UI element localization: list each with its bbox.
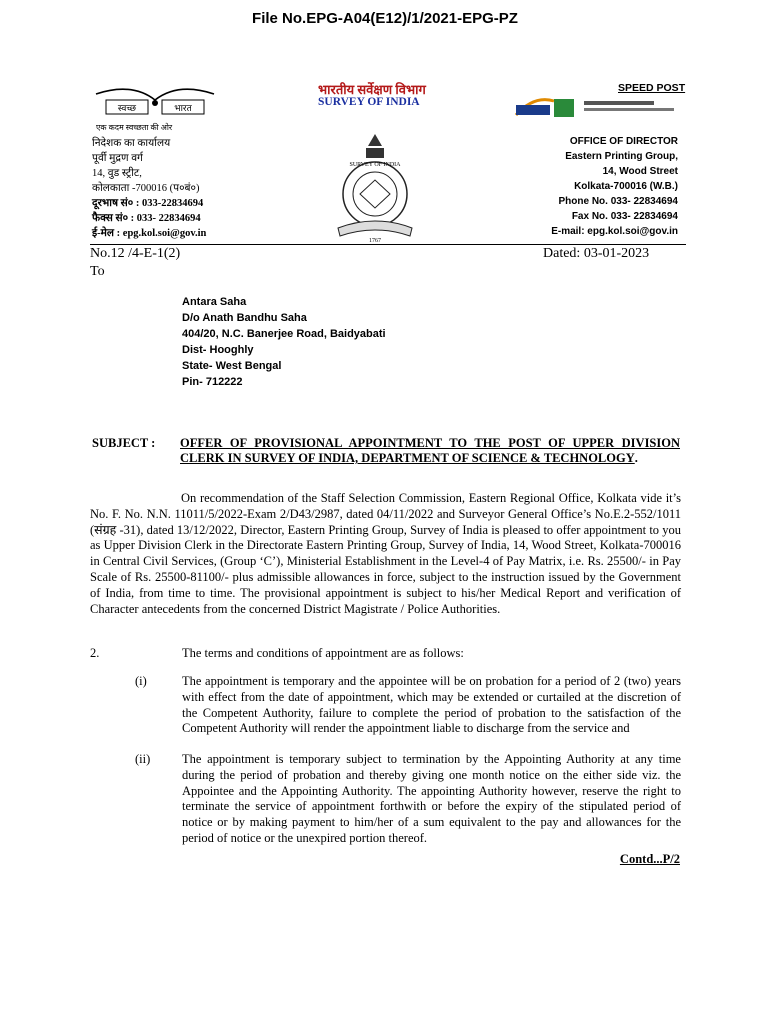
hindi-phone: दूरभाष सं० : 033-22834694 (92, 198, 204, 209)
hindi-email: ई-मेल : epg.kol.soi@gov.in (92, 228, 207, 239)
department-name-hindi: भारतीय सर्वेक्षण विभाग (318, 82, 426, 97)
hindi-fax: फैक्स सं० : 033- 22834694 (92, 213, 201, 224)
recipient-district: Dist- Hooghly (182, 344, 254, 356)
hindi-city: कोलकाता -700016 (प०बं०) (92, 183, 200, 194)
item-1-text: The appointment is temporary and the appointee will be on probation for a period of 2 (two) years with effect from the date of appointment, which may be extended or curtailed at the discretion of the Competent Authority, failure to complete the period of probation to the satisfaction of the Competent Authority will render the appointment liable to discharge from the service and (182, 674, 681, 736)
reference-number: No.12 /4-E-1(2) (90, 246, 181, 261)
header-divider (90, 244, 686, 245)
to-label: To (90, 264, 105, 279)
logo-text-2: भारत (174, 103, 192, 113)
continued-note: Contd...P/2 (619, 852, 680, 866)
office-of-director: OFFICE OF DIRECTOR (569, 136, 678, 147)
emblem-text: SURVEY OF INDIA (349, 162, 401, 168)
item-1-number: (i) (135, 674, 147, 688)
office-street: 14, Wood Street (602, 166, 678, 177)
office-phone: Phone No. 033- 22834694 (558, 196, 678, 207)
subject-title: OFFER OF PROVISIONAL APPOINTMENT TO THE POST OF UPPER DIVISION CLERK IN SURVEY OF INDIA, DEPARTMENT OF SCIENCE & TECHNOLOGY (180, 436, 680, 465)
hindi-group: पूर्वी मुद्रण वर्ग (92, 153, 143, 164)
body-paragraph: On recommendation of the Staff Selection Commission, Eastern Regional Office, Kolkata vide it’s No. F. No. N.N. 11011/5/2022-Exam 2/D43/2987, dated 04/11/2022 and Surveyor General Office’s No.E.2-552/1011 (संग्रह -31), dated 13/12/2022, Director, Eastern Printing Group, Survey of India is pleased to offer appointment to you as Upper Division Clerk in the Directorate Eastern Printing Group, Survey of India, 14, Wood Street, Kolkata-700016 in Central Civil Services, (Group ‘C’), Ministerial Establishment in the Level-4 of Pay Matrix, i.e. Rs. 25500/- in Pay Scale of Rs. 25500-81100/- plus admissible allowances in force, subject to the instruction issued by the Government of India, from time to time. The provisional appointment is subject to his/her Medical Report and verification of Character antecedents from the concerned District Magistrate / Police Authorities. (90, 491, 681, 616)
emblem-year: 1767 (369, 238, 381, 244)
recipient-pin: Pin- 712222 (182, 376, 243, 388)
letter-date: Dated: 03-01-2023 (543, 246, 650, 261)
item-2-number: (ii) (135, 752, 151, 766)
para-2-text: The terms and conditions of appointment are as follows: (182, 646, 464, 660)
subject-text (180, 436, 680, 466)
department-name: SURVEY OF INDIA (318, 96, 420, 108)
office-email: E-mail: epg.kol.soi@gov.in (551, 226, 678, 237)
file-number: File No.EPG-A04(E12)/1/2021-EPG-PZ (252, 10, 518, 27)
survey-of-india-emblem (330, 132, 420, 244)
speed-post-label: SPEED POST (618, 82, 686, 94)
recipient-state: State- West Bengal (182, 360, 282, 372)
hindi-office: निदेशक का कार्यालय (92, 138, 171, 149)
office-city: Kolkata-700016 (W.B.) (574, 181, 678, 192)
subject-period: . (634, 451, 638, 465)
logo-tagline: एक कदम स्वच्छता की ओर (96, 123, 173, 132)
recipient-name: Antara Saha (182, 296, 247, 308)
office-group: Eastern Printing Group, (565, 151, 678, 162)
subject-label: SUBJECT : (92, 436, 156, 450)
para-2-number: 2. (90, 646, 100, 660)
office-fax: Fax No. 033- 22834694 (571, 211, 678, 222)
hindi-street: 14, वुड स्ट्रीट, (92, 168, 142, 179)
item-2-text: The appointment is temporary subject to termination by the Appointing Authority at any time during the period of probation and thereby giving one month notice on the either side viz. the Appointee and the Appointing Authority. The appointing Authority however, reserve the right to terminate the service of appointment forthwith or before the expiry of the stipulated period of notice or by making payment to him/her of a sum equivalent to the pay and allowances for the period of notice or the unexpired portion thereof. (182, 752, 681, 845)
recipient-street: 404/20, N.C. Banerjee Road, Baidyabati (182, 328, 386, 340)
recipient-relation: D/o Anath Bandhu Saha (182, 312, 307, 324)
logo-text-1: स्वच्छ (117, 103, 137, 113)
dst-logo (514, 95, 680, 121)
swachh-bharat-logo (92, 86, 218, 120)
